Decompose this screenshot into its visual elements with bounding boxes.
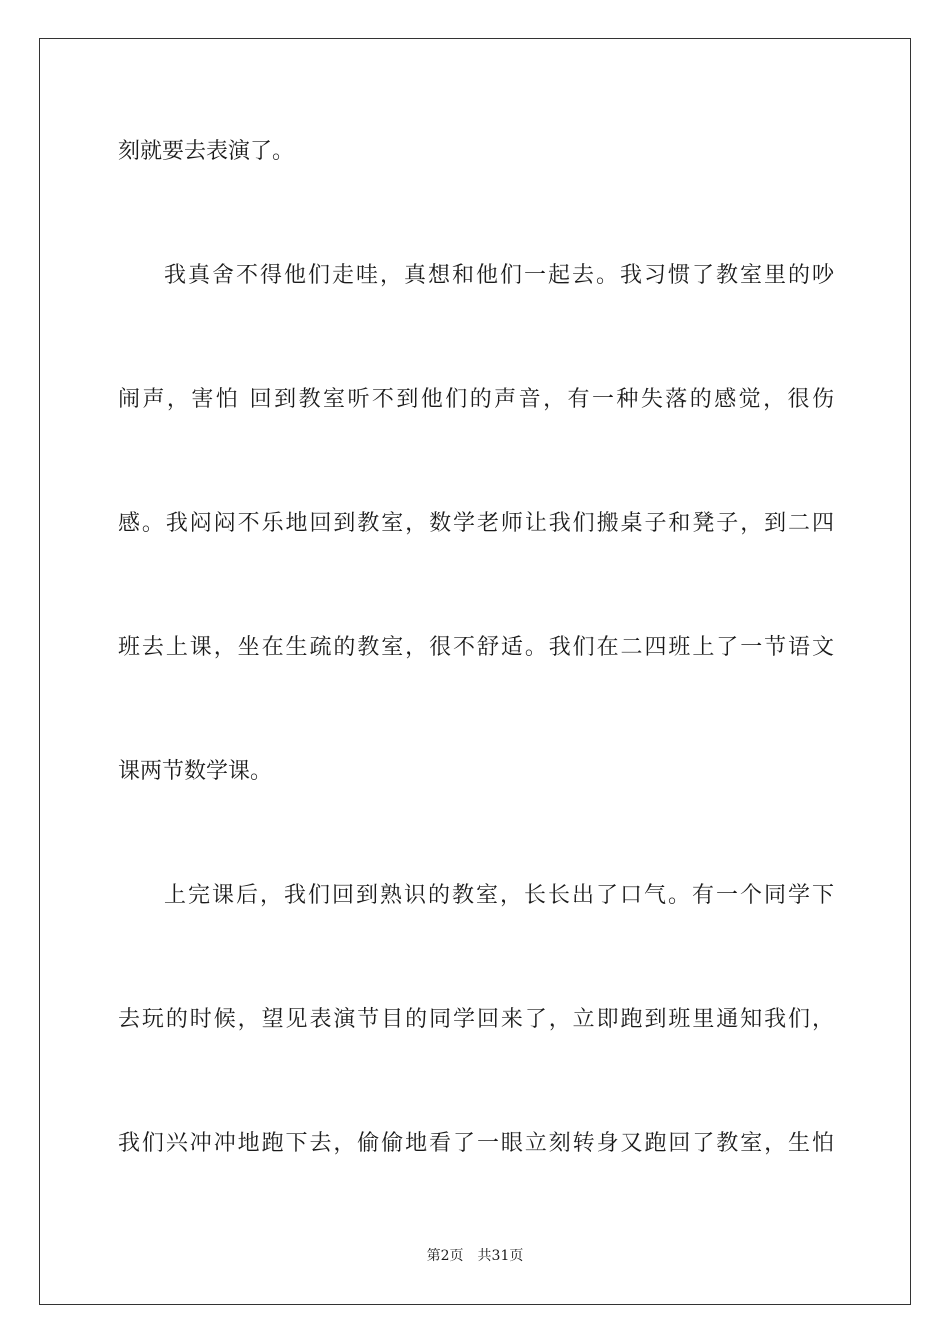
text-line-8: 去玩的时候，望见表演节目的同学回来了，立即跑到班里通知我们，: [118, 1007, 834, 1032]
text-line-6: 课两节数学课。: [118, 759, 273, 784]
page-footer: [0, 1246, 950, 1266]
text-line-4: 感。我闷闷不乐地回到教室，数学老师让我们搬桌子和凳子，到二四: [118, 511, 834, 536]
text-line-2: 我真舍不得他们走哇，真想和他们一起去。我习惯了教室里的吵: [164, 263, 834, 288]
text-line-5: 班去上课，坐在生疏的教室，很不舒适。我们在二四班上了一节语文: [118, 635, 834, 660]
page-number: 第2页: [426, 1248, 464, 1264]
text-line-7: 上完课后，我们回到熟识的教室，长长出了口气。有一个同学下: [164, 883, 834, 908]
page-border: [39, 38, 911, 1305]
page-total: 共31页: [477, 1248, 524, 1264]
text-line-1: 刻就要去表演了。: [118, 139, 295, 164]
text-line-9: 我们兴冲冲地跑下去，偷偷地看了一眼立刻转身又跑回了教室，生怕: [118, 1131, 834, 1156]
text-line-3: 闹声，害怕 回到教室听不到他们的声音，有一种失落的感觉，很伤: [118, 387, 834, 412]
